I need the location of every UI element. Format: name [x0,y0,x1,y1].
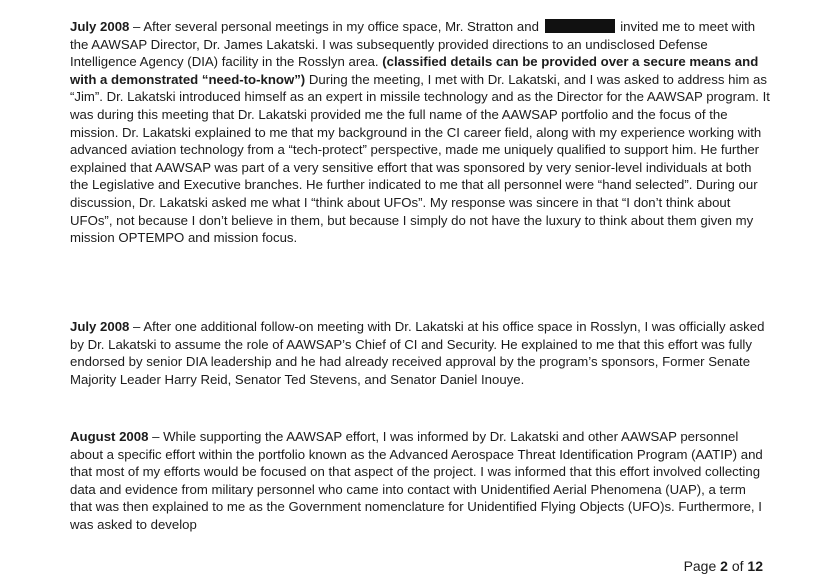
current-page: 2 [720,558,728,574]
redaction-block [545,19,615,33]
page-word: Page [683,558,721,574]
paragraph-text: During the meeting, I met with Dr. Lakatski, and I was asked to address him as “Jim”. Dr. Lakatski introduced himself as an expert in missile technology and as the Director for the AAWSAP program. It was during this meeting that Dr. Lakatski provided me the full name of the AAWSAP portfolio and the focus of the mission. Dr. Lakatski explained to me that my background in the CI career field, along with my experience working with advanced aviation technology from a “tech-protect” perspective, made me uniquely qualified to support him. He further explained that AAWSAP was part of a very sensitive effort that was sponsored by very senior-level individuals at both the Legislative and Executive branches. He further indicated to me that all personnel were “hand selected”. During our discussion, Dr. Lakatski asked me what I “think about UFOs”. My response was sincere in that “I don’t think about UFOs”, not because I don’t believe in them, but because I simply do not have the luxury to think about them given my mission OPTEMPO and mission focus. [70,71,770,246]
paragraph-august-2008 [70,428,770,534]
paragraph-date: August 2008 [70,429,149,444]
paragraph-july-2008-role [70,318,770,388]
paragraph-date: July 2008 [70,19,130,34]
page-number [684,558,763,574]
total-pages: 12 [747,558,763,574]
of-word: of [727,558,748,574]
paragraph-july-2008-meeting [70,18,770,247]
paragraph-text: – While supporting the AAWSAP effort, I was informed by Dr. Lakatski and other AAWSAP personnel about a specific effort within the portfolio known as the Advanced Aerospace Threat Identification Program (AATIP) and that most of my efforts would be focused on that aspect of the project. I was informed that this effort involved collecting data and evidence from military personnel who came into contact with Unidentified Aerial Phenomena (UAP), a term that was then explained to me as the Government nomenclature for Unidentified Flying Objects (UFO)s. Furthermore, I was asked to develop [70,429,763,532]
paragraph-text: – After one additional follow-on meeting with Dr. Lakatski at his office space in Rosslyn, I was officially asked by Dr. Lakatski to assume the role of AAWSAP’s Chief of CI and Security. He explained to me that this effort was fully endorsed by senior DIA leadership and he had already received approval by the program’s sponsors, Former Senate Majority Leader Harry Reid, Senator Ted Stevens, and Senator Daniel Inouye. [70,319,765,387]
classified-note: (classified details can be provided over a secure means and with a demonstrated “need-to-know”) [70,54,759,87]
paragraph-text: invited me to meet with the AAWSAP Director, Dr. James Lakatski. I was subsequently provided directions to an undisclosed Defense Intelligence Agency (DIA) facility in the Rosslyn area. [70,19,756,70]
paragraph-text: – After several personal meetings in my office space, Mr. Stratton and [129,19,539,34]
paragraph-date: July 2008 [70,319,130,334]
